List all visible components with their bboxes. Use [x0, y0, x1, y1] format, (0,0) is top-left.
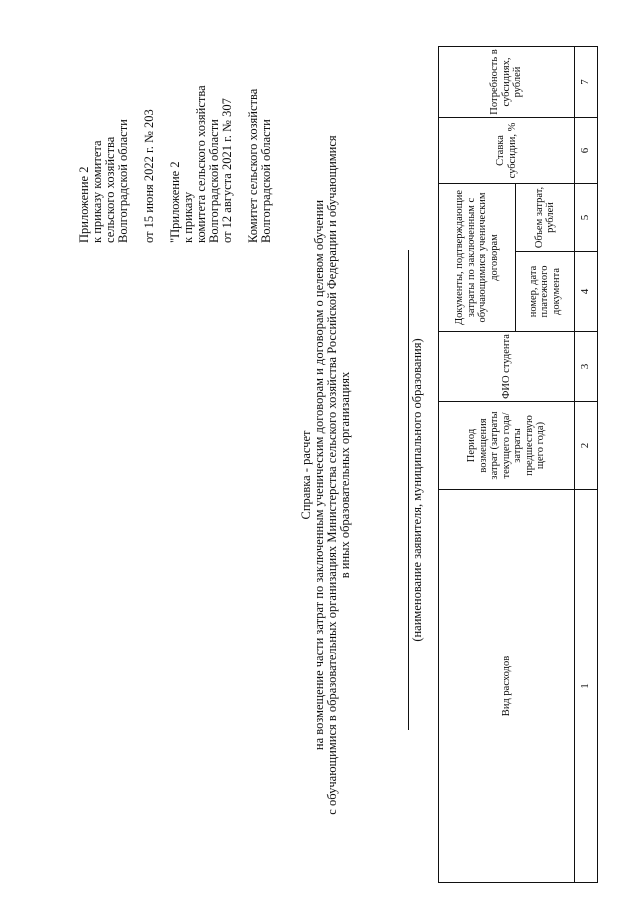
- appendix-title: Приложение 2: [77, 166, 91, 243]
- appendix-block: [78, 13, 286, 243]
- appendix-old-line: к приказу: [181, 191, 195, 243]
- column-number: 4: [575, 252, 598, 332]
- appendix-old-line: комитета сельского хозяйства: [194, 85, 208, 243]
- column-number: 6: [575, 118, 598, 184]
- table-header-row: [439, 47, 516, 883]
- header-cost-volume: Объем затрат, рублей: [516, 184, 575, 252]
- header-expense-type: Вид расходов: [439, 490, 575, 883]
- column-number: 1: [575, 490, 598, 883]
- document-title: Справка - расчет: [299, 430, 313, 520]
- header-payment-doc: номер, дата платежного документа: [516, 252, 575, 332]
- header-period: Период возмещения затрат (затраты текущего года/затраты предшествую щего года): [439, 402, 575, 490]
- header-student: ФИО студента: [439, 332, 575, 402]
- column-number: 7: [575, 47, 598, 118]
- recipient-line: Волгоградской области: [259, 119, 273, 243]
- document-subtitle-line: с обучающимися в образовательных организациях Министерства сельского хозяйства Российской Федерации и обучающимися: [325, 135, 339, 815]
- document-title-block: [300, 115, 352, 835]
- appendix-old-line: от 12 августа 2021 г. № 307: [220, 98, 234, 243]
- column-number: 3: [575, 332, 598, 402]
- header-documents: Документы, подтверждающие затраты по заключенным с обучающимися ученическим договорам: [439, 184, 516, 332]
- appendix-order-date: от 15 июня 2022 г. № 203: [142, 109, 156, 243]
- calculation-table: [438, 46, 598, 883]
- applicant-name-line: [408, 250, 409, 730]
- appendix-order-line: сельского хозяйства: [103, 136, 117, 243]
- column-number: 5: [575, 184, 598, 252]
- column-number: 2: [575, 402, 598, 490]
- header-need: Потребность в субсидиях, рублей: [439, 47, 575, 118]
- appendix-order-line: Волгоградской области: [116, 119, 130, 243]
- recipient-line: Комитет сельского хозяйства: [246, 88, 260, 243]
- appendix-order-line: к приказу комитета: [90, 140, 104, 243]
- header-rate: Ставка субсидии, %: [439, 118, 575, 184]
- applicant-caption: (наименование заявителя, муниципального образования): [410, 338, 424, 642]
- table-row: [575, 47, 598, 883]
- appendix-old-line: "Приложение 2: [168, 161, 182, 243]
- appendix-old-line: Волгоградской области: [207, 119, 221, 243]
- document-subtitle-line: в иных образовательных организациях: [338, 371, 352, 579]
- document-subtitle-line: на возмещение части затрат по заключенным ученическим договорам и договорам о целевом обучении: [312, 199, 326, 751]
